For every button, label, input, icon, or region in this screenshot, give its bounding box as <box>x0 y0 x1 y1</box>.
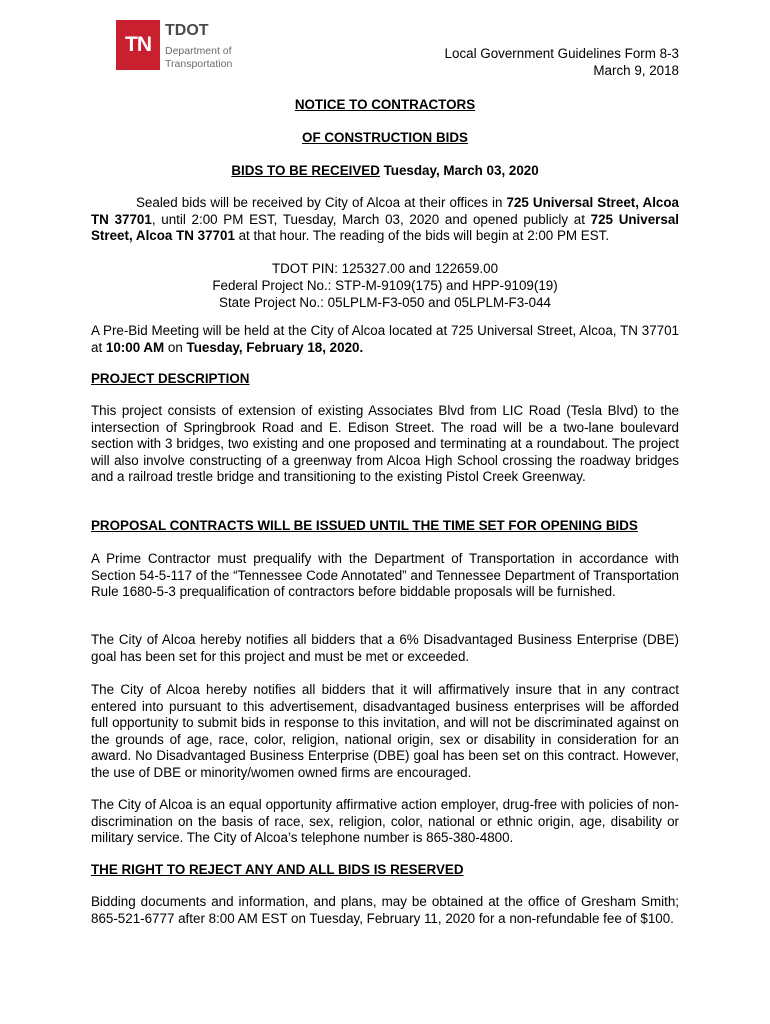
equal-opportunity-paragraph: The City of Alcoa is an equal opportunity affirmative action employer, drug-free with policies of non-discrimination on the basis of race, sex, religion, color, national or ethnic origin, age, disability or military service. The City of Alcoa’s telephone number is 865-380-4800. <box>91 797 679 845</box>
logo-name: TDOT <box>165 22 209 39</box>
intro-address-1: 725 Universal Street, Alcoa TN 37701 <box>91 195 679 227</box>
intro-address-2: 725 Universal Street, Alcoa TN 37701 <box>91 211 679 243</box>
tdot-logo <box>116 20 236 74</box>
affirmative-paragraph: The City of Alcoa hereby notifies all bidders that it will affirmatively insure that in any contract entered into pursuant to this advertisement, disadvantaged business enterprises will be afforded full opportunity to submit bids in response to this invitation, and will not be discriminated against on the grounds of age, race, color, religion, national origin, sex or disability in consideration for an award. No Disadvantaged Business Enterprise (DBE) goal has been set on this contract. However, the use of DBE or minority/women owned firms are encouraged. <box>91 682 679 780</box>
intro-text-2: , until 2:00 PM EST, Tuesday, March 03, 2020 and opened publicly at <box>151 211 591 227</box>
project-ids <box>91 260 679 311</box>
prequalify-paragraph: A Prime Contractor must prequalify with the Department of Transportation in accordance with Section 54-5-117 of the “Tennessee Code Annotated” and Tennessee Department of Transportation Rule 1680-5-3 prequalification of contractors before biddable proposals will be furnished. <box>91 551 679 599</box>
intro-paragraph <box>91 195 679 245</box>
prebid-text-1: A Pre-Bid Meeting will be held at the City of Alcoa located at 725 Universal Street, Alcoa, TN 37701 at <box>91 323 679 355</box>
dbe-goal-paragraph: The City of Alcoa hereby notifies all bidders that a 6% Disadvantaged Business Enterprise (DBE) goal has been set for this project and must be met or exceeded. <box>91 632 679 664</box>
form-number: Local Government Guidelines Form 8-3 <box>444 46 679 61</box>
project-description: This project consists of extension of existing Associates Blvd from LIC Road (Tesla Blvd) to the intersection of Springbrook Road and E. Edison Street. The road will be a two-lane boulevard section with 3 bridges, two existing and one proposed and terminating at a roundabout. The project will also involve constructing of a greenway from Alcoa High School crossing the roadway bridges and a railroad trestle bridge and transitioning to the existing Pistol Creek Greenway. <box>91 403 679 484</box>
bids-received-line <box>91 163 679 178</box>
form-date: March 9, 2018 <box>593 63 679 78</box>
bids-received-date: Tuesday, March 03, 2020 <box>379 163 539 178</box>
notice-title: NOTICE TO CONTRACTORS <box>294 97 476 112</box>
tdot-pin: TDOT PIN: 125327.00 and 122659.00 <box>271 261 499 276</box>
intro-text-3: at that hour. The reading of the bids will begin at 2:00 PM EST. <box>234 228 610 243</box>
prebid-time: 10:00 AM <box>105 339 165 355</box>
prebid-date: Tuesday, February 18, 2020. <box>186 339 364 355</box>
state-project-no: State Project No.: 05LPLM-F3-050 and 05LPLM-F3-044 <box>219 295 551 310</box>
bids-received-label: BIDS TO BE RECEIVED <box>231 163 380 178</box>
logo-subtitle-2: Transportation <box>165 58 233 70</box>
proposal-contracts-heading: PROPOSAL CONTRACTS WILL BE ISSUED UNTIL THE TIME SET FOR OPENING BIDS <box>91 518 638 533</box>
prebid-paragraph <box>91 323 679 356</box>
reject-bids-heading: THE RIGHT TO REJECT ANY AND ALL BIDS IS RESERVED <box>91 862 464 877</box>
bidding-documents-paragraph: Bidding documents and information, and plans, may be obtained at the office of Gresham Smith; 865-521-6777 after 8:00 AM EST on Tuesday, February 11, 2020 for a non-refundable fee of $100. <box>91 894 679 926</box>
prebid-text-2: on <box>164 339 187 355</box>
federal-project-no: Federal Project No.: STP-M-9109(175) and HPP-9109(19) <box>212 278 558 293</box>
form-reference <box>445 45 679 79</box>
notice-subtitle: OF CONSTRUCTION BIDS <box>302 130 468 145</box>
tn-logo-mark: TN <box>116 20 160 70</box>
intro-text-1: Sealed bids will be received by City of Alcoa at their offices in <box>136 195 507 210</box>
project-description-heading: PROJECT DESCRIPTION <box>91 371 250 386</box>
logo-subtitle-1: Department of <box>165 45 232 57</box>
